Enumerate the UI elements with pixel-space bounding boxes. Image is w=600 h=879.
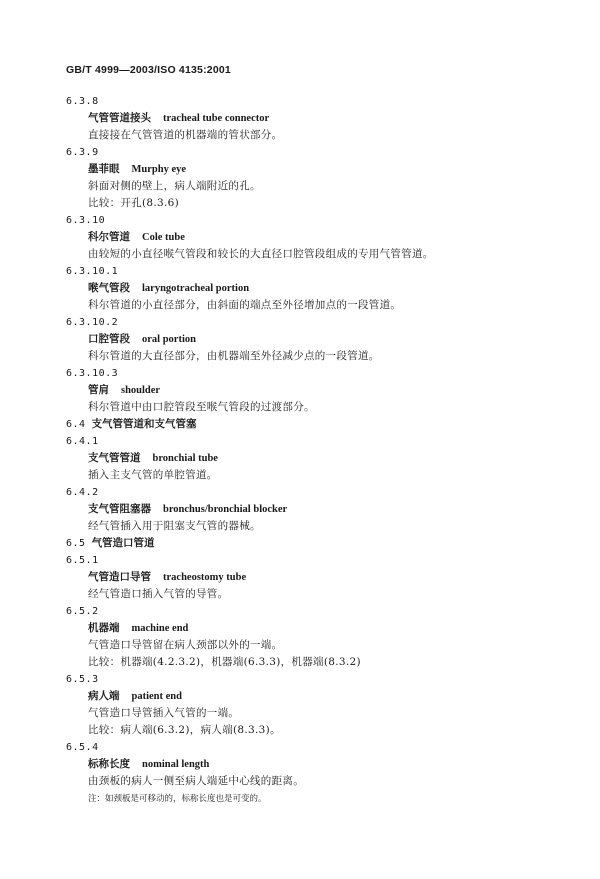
clause-number: 6.5.1 xyxy=(66,555,99,566)
clause-number: 6.5.4 xyxy=(66,742,99,753)
definition-text: 斜面对侧的壁上，病人端附近的孔。 xyxy=(88,180,261,192)
definition-text: 比较：机器端(4.2.3.2)，机器端(6.3.3)，机器端(8.3.2) xyxy=(88,656,361,668)
term-line xyxy=(66,331,546,348)
term-chinese: 标称长度 xyxy=(88,758,130,770)
term-line xyxy=(66,688,546,705)
term-english: tracheal tube connector xyxy=(163,113,270,124)
note-text: 注：如颈板是可移动的，标称长度也是可变的。 xyxy=(88,794,267,804)
definition-text: 科尔管道的小直径部分，由斜面的端点至外径增加点的一段管道。 xyxy=(88,299,402,311)
term-line xyxy=(66,620,546,637)
term-english: laryngotracheal portion xyxy=(142,283,250,294)
term-english: oral portion xyxy=(142,334,196,345)
clause-number: 6.3.10.1 xyxy=(66,266,119,277)
term-english: Cole tube xyxy=(142,232,185,243)
definition-text: 比较：开孔(8.3.6) xyxy=(88,197,180,209)
term-english: patient end xyxy=(131,691,182,702)
clause-number: 6.5.3 xyxy=(66,674,99,685)
clause-number: 6.4.1 xyxy=(66,436,99,447)
definition-text: 科尔管道中由口腔管段至喉气管段的过渡部分。 xyxy=(88,401,315,413)
term-english: nominal length xyxy=(142,759,210,770)
term-chinese: 病人端 xyxy=(88,690,120,702)
term-chinese: 气管造口导管 xyxy=(88,571,151,583)
standard-number-header: GB/T 4999—2003/ISO 4135:2001 xyxy=(66,64,231,76)
term-line xyxy=(66,382,546,399)
term-line xyxy=(66,501,546,518)
term-chinese: 墨菲眼 xyxy=(88,163,120,175)
term-chinese: 气管管道接头 xyxy=(88,112,151,124)
clause-number: 6.5.2 xyxy=(66,606,99,617)
definition-text: 气管造口导管留在病人颈部以外的一端。 xyxy=(88,639,283,651)
term-english: machine end xyxy=(131,623,189,634)
term-line xyxy=(66,110,546,127)
term-line xyxy=(66,161,546,178)
definition-text: 由颈板的病人一侧至病人端延中心线的距离。 xyxy=(88,775,304,787)
document-body xyxy=(66,93,546,808)
section-title: 支气管管道和支气管塞 xyxy=(91,418,197,430)
section-heading xyxy=(66,416,546,433)
clause-number: 6.3.10.3 xyxy=(66,368,119,379)
clause-number: 6.4.2 xyxy=(66,487,99,498)
term-english: bronchial tube xyxy=(152,453,218,464)
term-chinese: 管肩 xyxy=(88,384,109,396)
term-chinese: 支气管管道 xyxy=(88,452,141,464)
definition-text: 气管造口导管插入气管的一端。 xyxy=(88,707,240,719)
term-chinese: 机器端 xyxy=(88,622,120,634)
term-line xyxy=(66,450,546,467)
definition-text: 经气管造口插入气管的导管。 xyxy=(88,588,229,600)
term-english: Murphy eye xyxy=(131,164,187,175)
term-line xyxy=(66,569,546,586)
section-heading xyxy=(66,535,546,552)
clause-number: 6.3.10.2 xyxy=(66,317,119,328)
term-chinese: 支气管阻塞器 xyxy=(88,503,151,515)
term-chinese: 口腔管段 xyxy=(88,333,130,345)
clause-number: 6.3.8 xyxy=(66,96,99,107)
term-line xyxy=(66,229,546,246)
term-line xyxy=(66,756,546,773)
clause-number: 6.3.10 xyxy=(66,215,106,226)
definition-text: 直接接在气管管道的机器端的管状部分。 xyxy=(88,129,283,141)
section-title: 气管造口管道 xyxy=(91,537,155,549)
definition-text: 经气管插入用于阻塞支气管的器械。 xyxy=(88,520,261,532)
term-english: bronchus/bronchial blocker xyxy=(163,504,288,515)
term-chinese: 科尔管道 xyxy=(88,231,130,243)
term-english: tracheostomy tube xyxy=(163,572,247,583)
definition-text: 插入主支气管的单腔管道。 xyxy=(88,469,218,481)
section-number: 6.5 xyxy=(66,538,86,549)
definition-text: 比较：病人端(6.3.2)，病人端(8.3.3)。 xyxy=(88,724,281,736)
clause-number: 6.3.9 xyxy=(66,147,99,158)
term-english: shoulder xyxy=(121,385,161,396)
term-line xyxy=(66,280,546,297)
term-chinese: 喉气管段 xyxy=(88,282,130,294)
definition-text: 科尔管道的大直径部分，由机器端至外径减少点的一段管道。 xyxy=(88,350,380,362)
section-number: 6.4 xyxy=(66,419,86,430)
definition-text: 由较短的小直径喉气管段和较长的大直径口腔管段组成的专用气管管道。 xyxy=(88,248,434,260)
